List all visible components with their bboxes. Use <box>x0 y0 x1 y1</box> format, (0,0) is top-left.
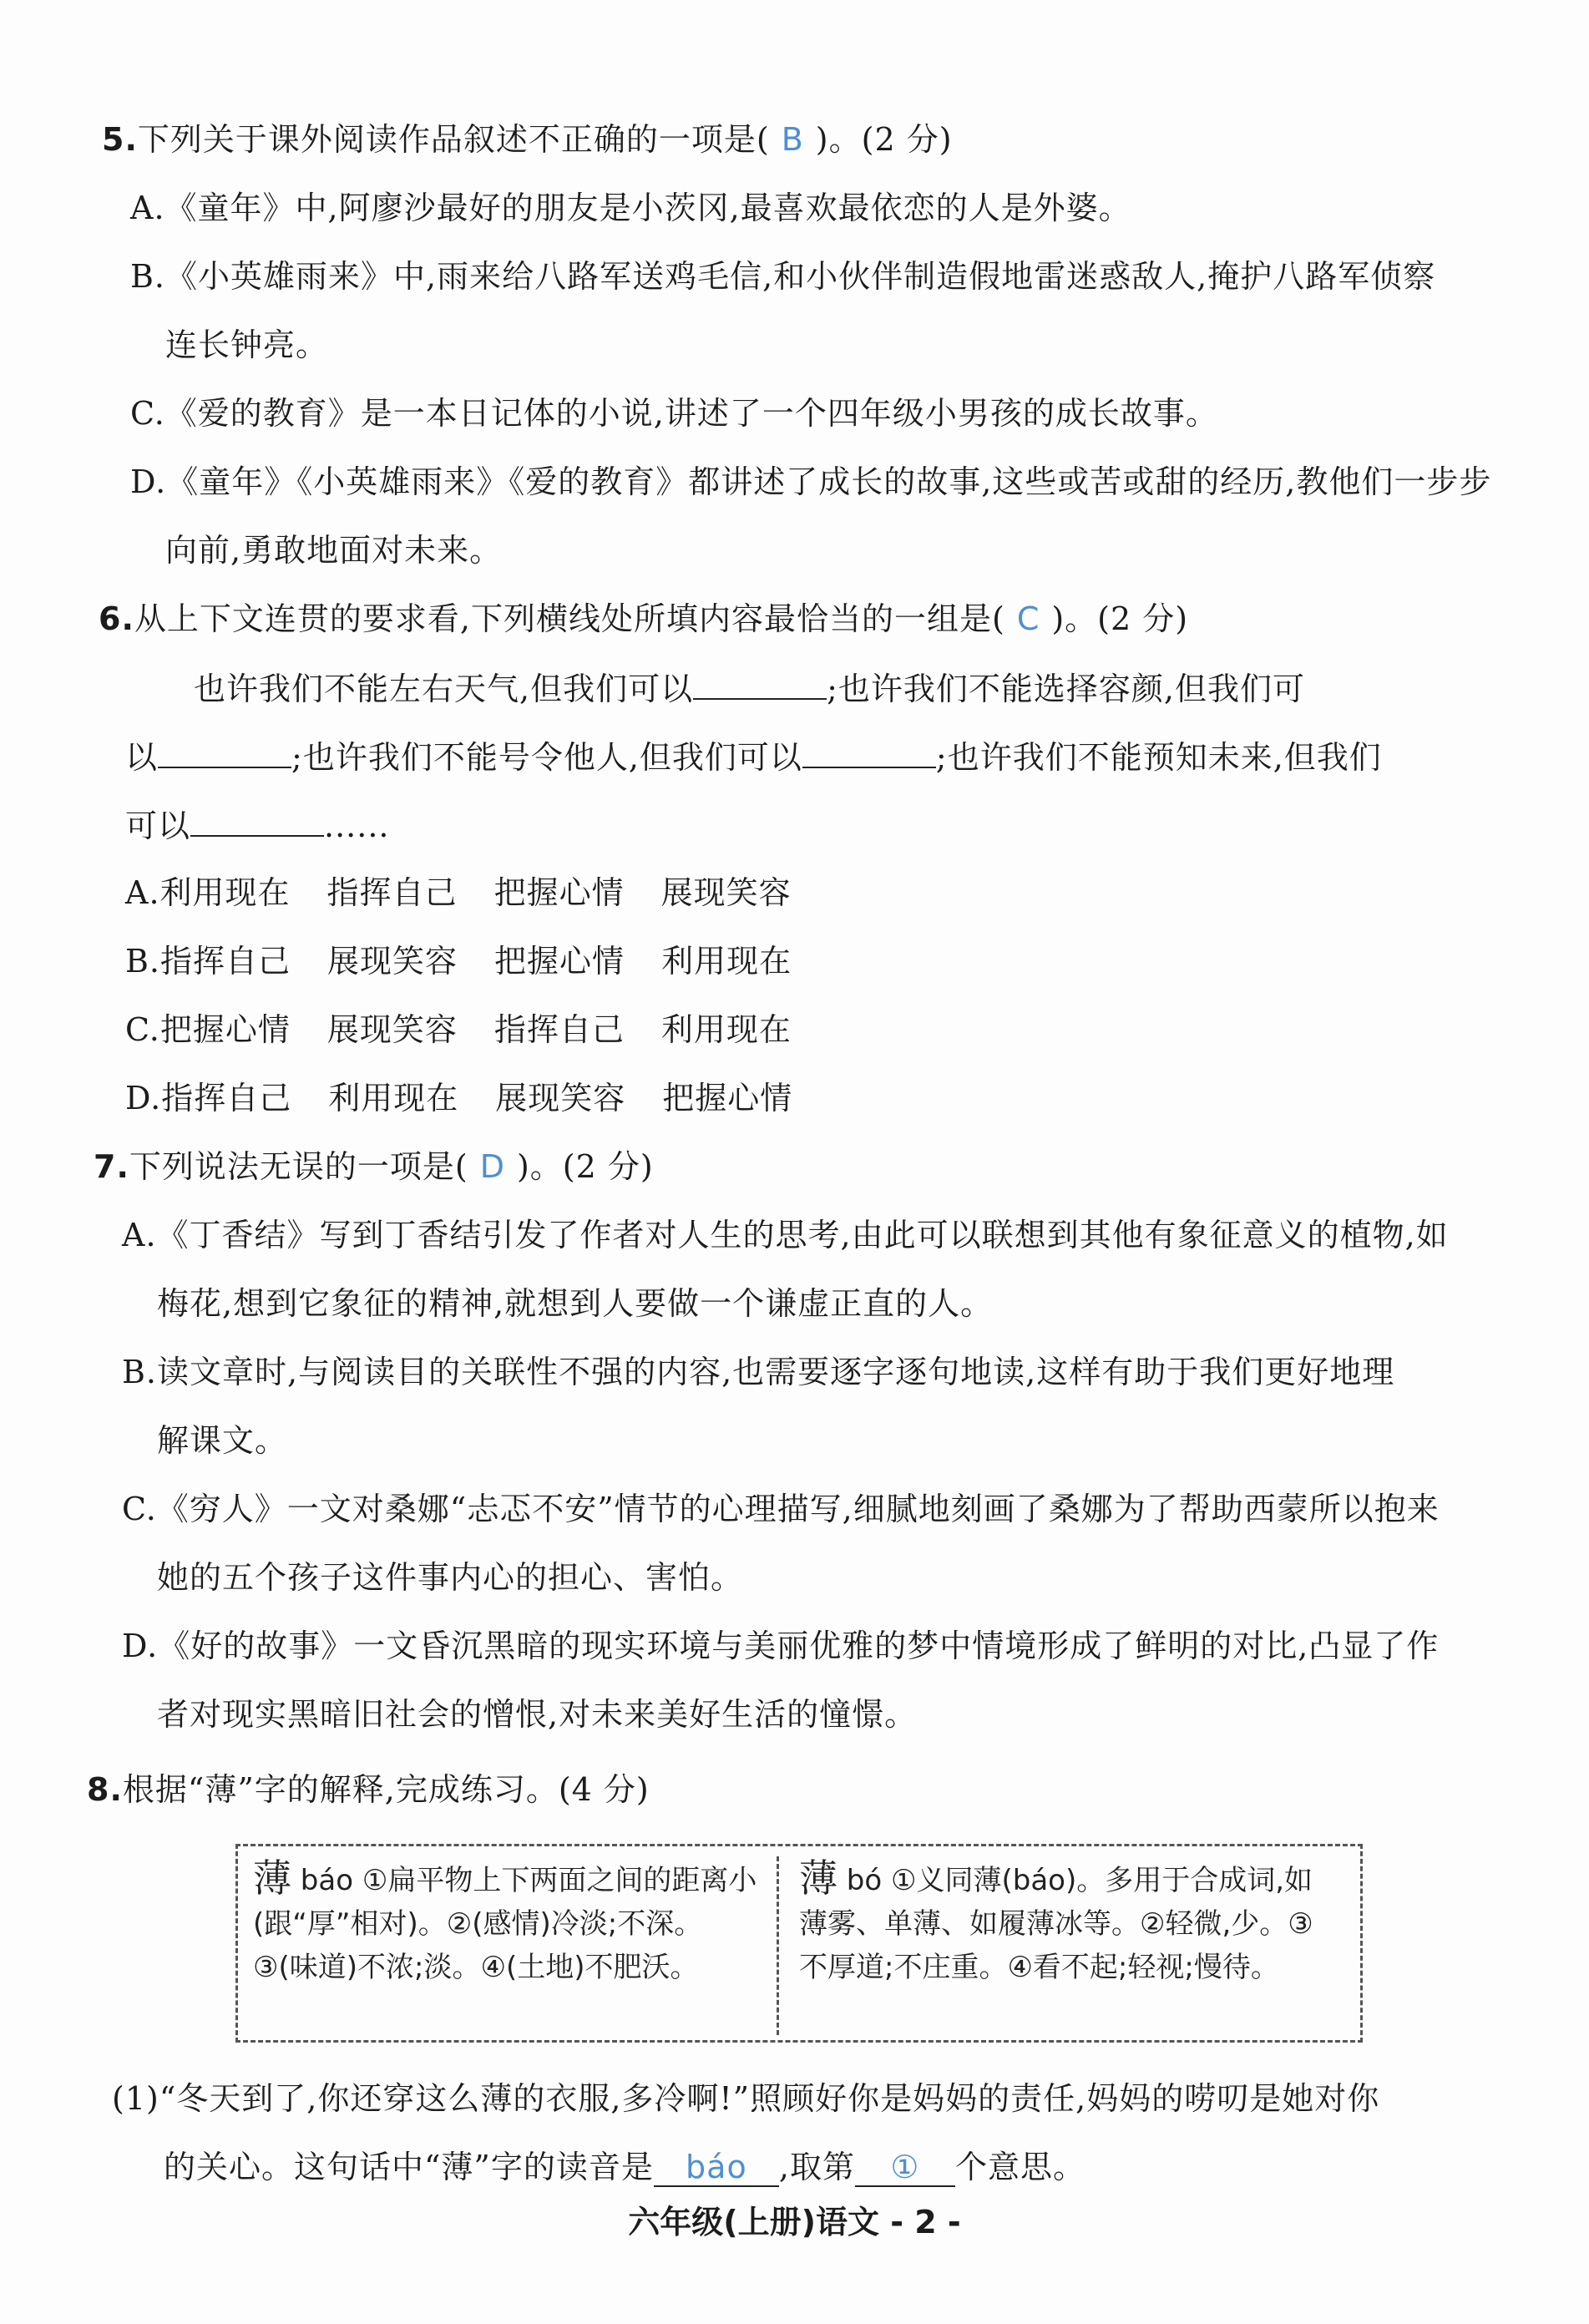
q5-answer: B <box>781 121 804 158</box>
q5-option-b: B.《小英雄雨来》中,雨来给八路军送鸡毛信,和小伙伴制造假地雷迷惑敌人,掩护八路军侦察 <box>130 258 1436 295</box>
q7-stem: 7.下列说法无误的一项是( D )。(2 分) <box>94 1148 654 1185</box>
blank-4[interactable] <box>190 803 324 837</box>
dictionary-box <box>235 1844 1363 2043</box>
q5-option-d: D.《童年》《小英雄雨来》《爱的教育》都讲述了成长的故事,这些或苦或甜的经历,教他们一步步 <box>130 463 1492 500</box>
q7-option-d: D.《好的故事》一文昏沉黑暗的现实环境与美丽优雅的梦中情境形成了鲜明的对比,凸显了作 <box>122 1628 1440 1664</box>
q7-option-d-cont: 者对现实黑暗旧社会的憎恨,对未来美好生活的憧憬。 <box>157 1696 918 1733</box>
q7-answer: D <box>479 1148 505 1185</box>
q6-stem: 6.从上下文连贯的要求看,下列横线处所填内容最恰当的一组是( C )。(2 分) <box>99 600 1189 637</box>
q6-option-b: B.指挥自己 展现笑容 把握心情 利用现在 <box>125 943 792 980</box>
q5-option-a: A.《童年》中,阿廖沙最好的朋友是小茨冈,最喜欢最依恋的人是外婆。 <box>130 190 1131 226</box>
q8-sub1-line1: (1)“冬天到了,你还穿这么薄的衣服,多冷啊!”照顾好你是妈妈的责任,妈妈的唠叨是她对你 <box>112 2080 1380 2117</box>
dict-char-bo: 薄 <box>799 1856 838 1901</box>
q5-option-c: C.《爱的教育》是一本日记体的小说,讲述了一个四年级小男孩的成长故事。 <box>130 395 1218 432</box>
q6-answer: C <box>1016 600 1040 637</box>
blank-2[interactable] <box>158 735 291 768</box>
q8-stem: 8.根据“薄”字的解释,完成练习。(4 分) <box>87 1771 650 1808</box>
page-footer: 六年级(上册)语文 - 2 - <box>628 2204 961 2240</box>
q7-option-c: C.《穷人》一文对桑娜“忐忑不安”情节的心理描写,细腻地刻画了桑娜为了帮助西蒙所以抱来 <box>122 1491 1440 1527</box>
q6-option-c: C.把握心情 展现笑容 指挥自己 利用现在 <box>125 1011 792 1048</box>
q5-option-d-cont: 向前,勇敢地面对未来。 <box>165 532 503 569</box>
q5-stem: 5.下列关于课外阅读作品叙述不正确的一项是( B )。(2 分) <box>102 121 953 158</box>
q8-answer-pinyin[interactable]: báo <box>654 2149 779 2187</box>
blank-1[interactable] <box>693 666 827 700</box>
q8-sub1-line2: 的关心。这句话中“薄”字的读音是 báo ,取第 ① 个意思。 <box>164 2149 1085 2185</box>
q7-option-c-cont: 她的五个孩子这件事内心的担心、害怕。 <box>157 1559 744 1596</box>
blank-3[interactable] <box>802 735 936 768</box>
dict-char-bao: 薄 <box>253 1856 291 1901</box>
q7-number: 7. <box>94 1148 129 1185</box>
q8-answer-meaning[interactable]: ① <box>855 2149 955 2187</box>
q6-option-a: A.利用现在 指挥自己 把握心情 展现笑容 <box>125 874 792 911</box>
q6-option-d: D.指挥自己 利用现在 展现笑容 把握心情 <box>125 1080 793 1116</box>
q5-option-b-cont: 连长钟亮。 <box>165 327 329 363</box>
q8-number: 8. <box>87 1771 123 1808</box>
q7-option-a: A.《丁香结》写到丁香结引发了作者对人生的思考,由此可以联想到其他有象征意义的植物,如 <box>122 1217 1449 1253</box>
q6-passage-line1: 也许我们不能左右天气,但我们可以 ;也许我们不能选择容颜,但我们可 <box>194 666 1305 710</box>
q7-option-b: B.读文章时,与阅读目的关联性不强的内容,也需要逐字逐句地读,这样有助于我们更好地理 <box>122 1354 1395 1390</box>
dict-divider <box>777 1856 779 2035</box>
q6-passage-line3: 可以 ...... <box>125 803 390 847</box>
q5-number: 5. <box>102 121 138 158</box>
q7-option-b-cont: 解课文。 <box>157 1422 288 1459</box>
dict-entry-bao: 薄 báo ①扁平物上下两面之间的距离小(跟“厚”相对)。②(感情)冷淡;不深。③(味道)不浓;淡。④(土地)不肥沃。 <box>253 1856 757 1984</box>
q6-number: 6. <box>99 600 134 637</box>
q7-option-a-cont: 梅花,想到它象征的精神,就想到人要做一个谦虚正直的人。 <box>157 1285 994 1322</box>
q6-passage-line2: 以 ;也许我们不能号令他人,但我们可以 ;也许我们不能预知未来,但我们 <box>125 735 1382 778</box>
dict-entry-bo: 薄 bó ①义同薄(báo)。多用于合成词,如薄雾、单薄、如履薄冰等。②轻微,少。③不厚道;不庄重。④看不起;轻视;慢待。 <box>799 1856 1313 1984</box>
